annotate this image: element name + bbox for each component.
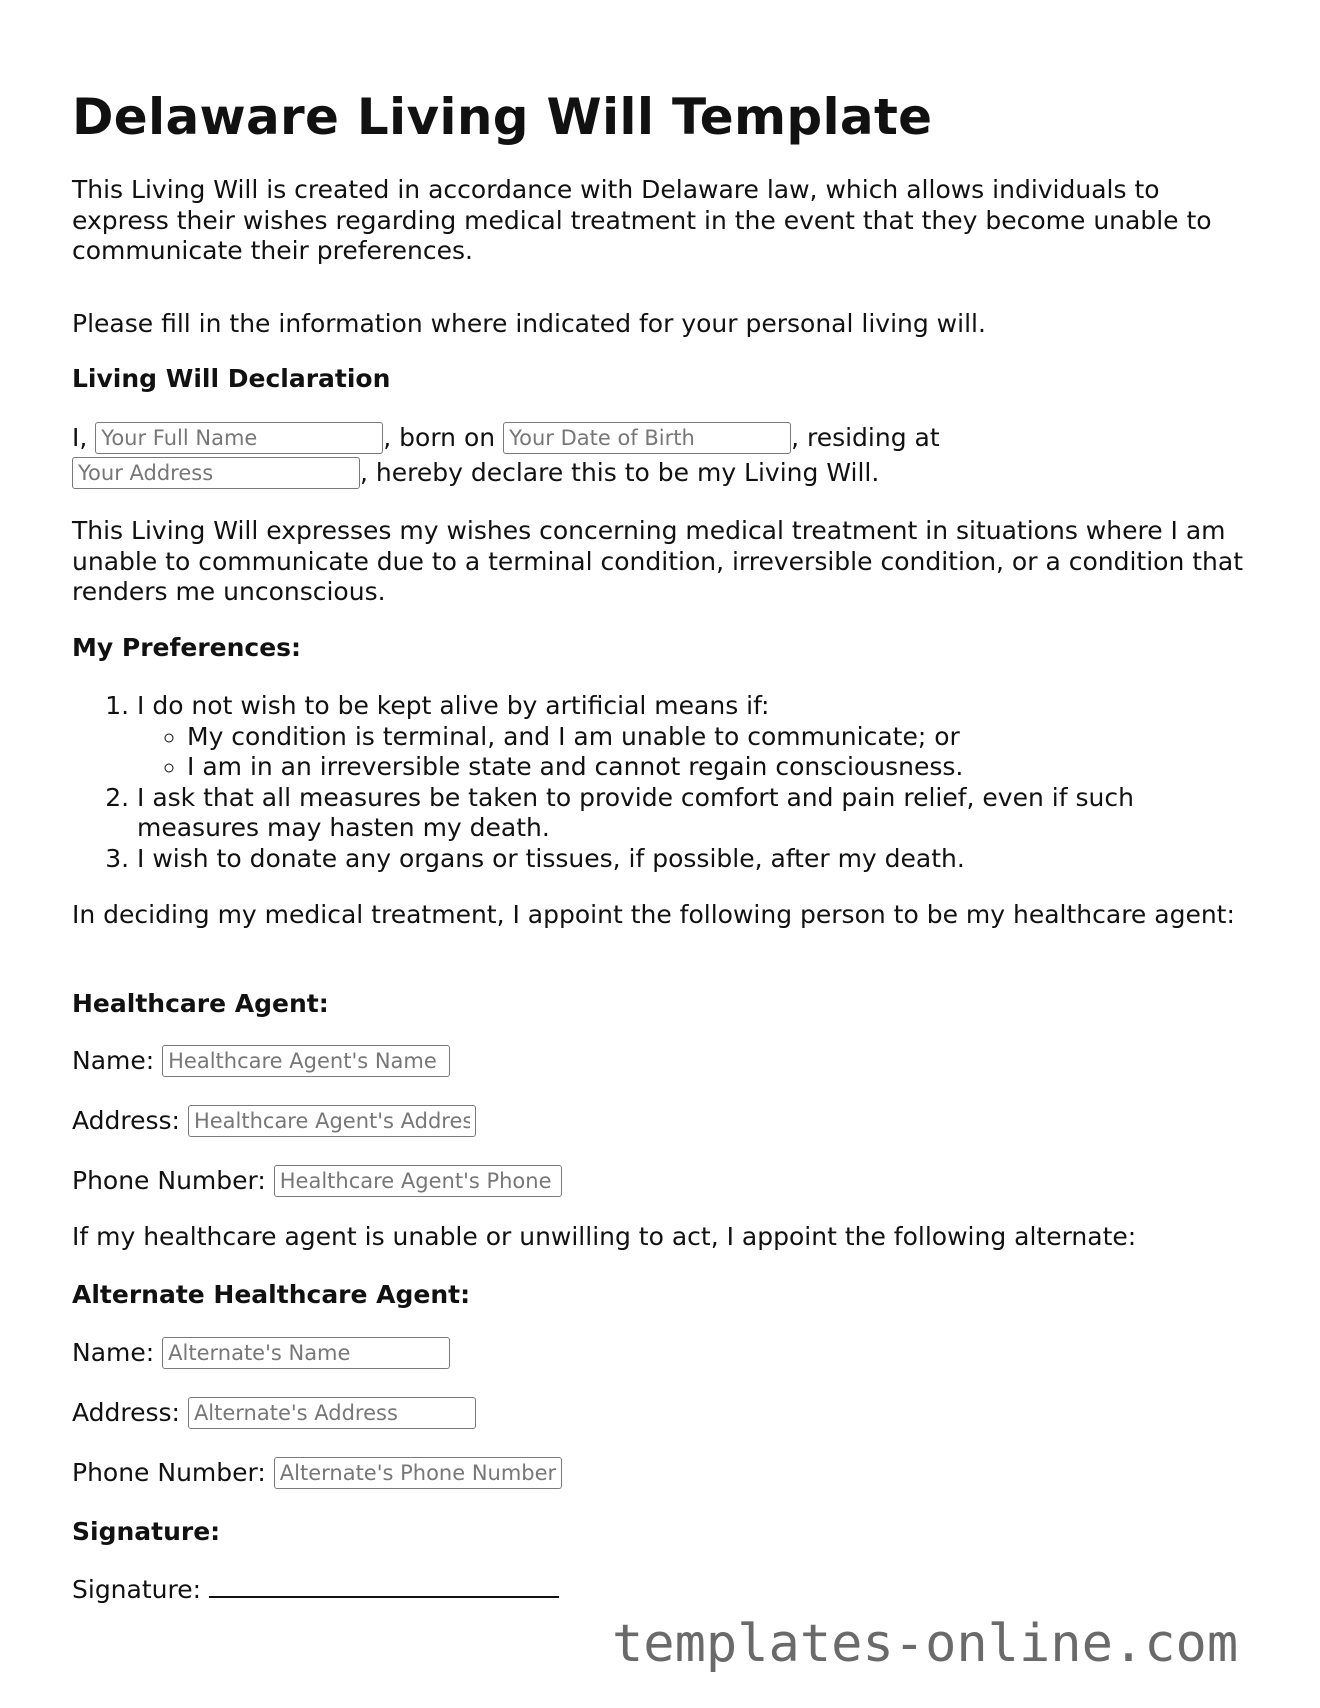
born-on-text: , born on xyxy=(383,423,496,452)
agent-phone-label: Phone Number: xyxy=(72,1166,266,1195)
alternate-address-row xyxy=(72,1396,476,1429)
watermark: templates-online.com xyxy=(612,1614,1239,1674)
alternate-address-input[interactable] xyxy=(188,1397,476,1429)
alternate-phone-label: Phone Number: xyxy=(72,1458,266,1487)
preferences-list xyxy=(72,691,1252,874)
alternate-heading: Alternate Healthcare Agent: xyxy=(72,1280,471,1309)
address-input[interactable] xyxy=(72,457,360,489)
agent-name-row xyxy=(72,1044,450,1077)
preference-sublist xyxy=(137,722,1252,783)
agent-address-label: Address: xyxy=(72,1106,180,1135)
agent-phone-row xyxy=(72,1164,562,1197)
date-of-birth-input[interactable] xyxy=(503,422,791,454)
alternate-name-row xyxy=(72,1336,450,1369)
agent-heading: Healthcare Agent: xyxy=(72,989,329,1018)
declaration-suffix: , hereby declare this to be my Living Will. xyxy=(360,458,880,487)
agent-address-row xyxy=(72,1104,476,1137)
signature-label: Signature: xyxy=(72,1575,202,1604)
preferences-heading: My Preferences: xyxy=(72,633,302,662)
residing-at-text: , residing at xyxy=(791,423,940,452)
agent-phone-input[interactable] xyxy=(274,1165,562,1197)
page-title: Delaware Living Will Template xyxy=(72,88,933,146)
full-name-input[interactable] xyxy=(95,422,383,454)
alternate-paragraph: If my healthcare agent is unable or unwilling to act, I appoint the following alternate: xyxy=(72,1222,1137,1251)
preference-subitem: ◦ I am in an irreversible state and cannot regain consciousness. xyxy=(187,752,1252,783)
alternate-phone-input[interactable] xyxy=(274,1457,562,1489)
alternate-phone-row xyxy=(72,1456,562,1489)
signature-heading: Signature: xyxy=(72,1517,221,1546)
agent-name-label: Name: xyxy=(72,1046,155,1075)
intro-paragraph: This Living Will is created in accordance with Delaware law, which allows individuals to express their wishes regarding medical treatment in the event that they become unable to communicate their preferences. xyxy=(72,175,1212,265)
preference-item-1 xyxy=(137,691,1252,783)
preference-item-1-text: I do not wish to be kept alive by artificial means if: xyxy=(137,691,770,720)
declaration-line-1 xyxy=(72,421,940,454)
alternate-name-input[interactable] xyxy=(162,1337,450,1369)
preference-item-3: 3. I wish to donate any organs or tissues, if possible, after my death. xyxy=(137,844,1252,875)
alternate-address-label: Address: xyxy=(72,1398,180,1427)
signature-line[interactable] xyxy=(209,1572,559,1598)
signature-row xyxy=(72,1572,559,1606)
declaration-line-2 xyxy=(72,456,879,489)
instruction-paragraph: Please fill in the information where indicated for your personal living will. xyxy=(72,309,986,338)
declaration-heading: Living Will Declaration xyxy=(72,364,391,393)
appoint-paragraph: In deciding my medical treatment, I appoint the following person to be my healthcare agent: xyxy=(72,900,1235,929)
preference-subitem: ◦ My condition is terminal, and I am unable to communicate; or xyxy=(187,722,1252,753)
agent-name-input[interactable] xyxy=(162,1045,450,1077)
wishes-paragraph: This Living Will expresses my wishes concerning medical treatment in situations where I am unable to communicate due to a terminal condition, irreversible condition, or a condition that renders me unconscious. xyxy=(72,516,1244,606)
agent-address-input[interactable] xyxy=(188,1105,476,1137)
alternate-name-label: Name: xyxy=(72,1338,155,1367)
declaration-prefix: I, xyxy=(72,423,88,452)
preference-item-2: 2. I ask that all measures be taken to provide comfort and pain relief, even if such measures may hasten my death. xyxy=(137,783,1252,844)
